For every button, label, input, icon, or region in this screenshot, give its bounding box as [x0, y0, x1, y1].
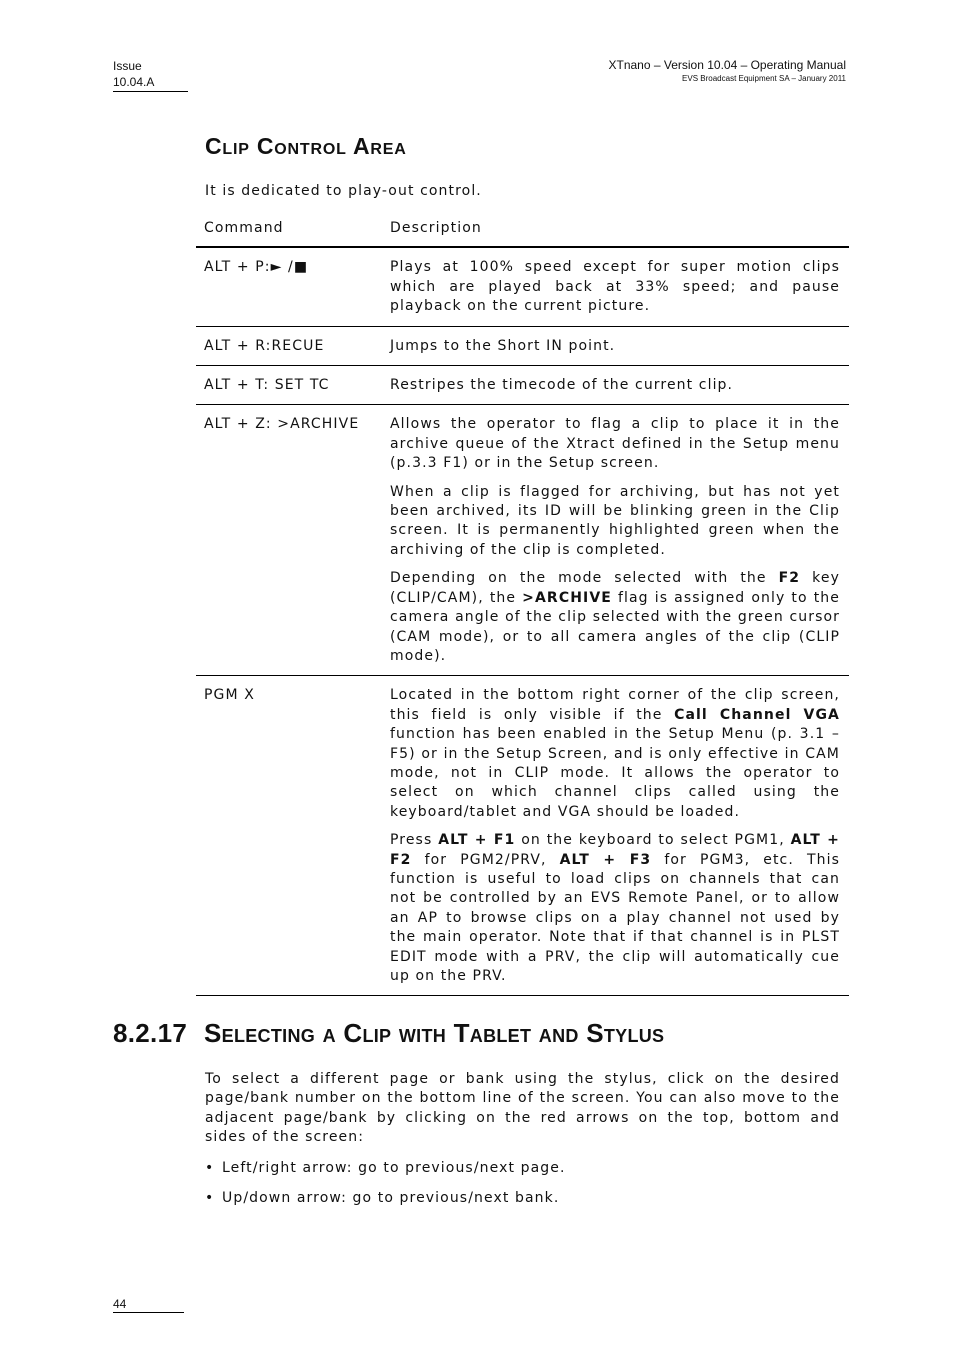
command-cell: ALT + R:RECUE [196, 326, 390, 365]
command-cell: ALT + P:► /■ [196, 247, 390, 326]
text-run: Jumps to the Short IN point. [390, 337, 616, 354]
text-run: Restripes the timecode of the current clip. [390, 377, 734, 394]
table-row [196, 676, 849, 996]
description-cell [390, 405, 849, 676]
section-number: 8.2.17 [113, 1018, 188, 1048]
doc-subtitle: EVS Broadcast Equipment SA – January 2011 [682, 74, 846, 83]
issue-number: 10.04.A [113, 75, 155, 89]
text-run: Depending on the mode selected with the [390, 570, 779, 587]
text-run: function has been enabled in the Setup Menu (p. 3.1 – F5) or in the Setup Screen, and is only effective in CAM mode, not in CLIP mode. It allows the operator to select on which channel clips called using the keyboard/tablet and VGA should be loaded. [390, 726, 840, 820]
section-paragraph: To select a different page or bank using the stylus, click on the desired page/bank number on the bottom line of the screen. You can also move to the adjacent page/bank by clicking on the red arrows on the top, bottom and sides of the screen: [205, 1071, 840, 1146]
column-header-description: Description [390, 212, 849, 247]
command-table [196, 212, 849, 996]
bullet-icon: • [205, 1190, 215, 1207]
list-item [205, 1159, 566, 1178]
issue-label: Issue [113, 59, 142, 73]
bold-text: F2 [778, 570, 801, 587]
bold-text: ALT + F1 [438, 832, 516, 849]
text-run: flag is assigned only to the camera angle of the clip selected with the green cursor (CAM mode), or to all camera angles of the clip (CLIP mode). [390, 589, 840, 664]
text-run: Located in the bottom right corner of the clip screen, this field is only visible if the [390, 687, 840, 723]
description-paragraph [390, 337, 840, 356]
description-paragraph [390, 415, 840, 473]
text-run: Allows the operator to flag a clip to place it in the archive queue of the Xtract defined in the Setup menu (p.3.3 F1) or in the Setup screen. [390, 416, 840, 472]
list-item-text: Left/right arrow: go to previous/next page. [222, 1160, 566, 1176]
table-row [196, 366, 849, 405]
page-number: 44 [113, 1296, 184, 1313]
description-paragraph [390, 831, 840, 986]
description-paragraph [390, 569, 840, 666]
table-row [196, 405, 849, 676]
list-item-text: Up/down arrow: go to previous/next bank. [222, 1190, 560, 1207]
description-cell [390, 247, 849, 326]
text-run: Plays at 100% speed except for super motion clips which are played back at 33% speed; and pause playback on the current picture. [390, 259, 840, 315]
bullet-icon: • [205, 1160, 215, 1176]
table-row [196, 326, 849, 365]
description-paragraph [390, 483, 840, 561]
header-doc-info [609, 58, 847, 84]
description-paragraph [390, 258, 840, 316]
command-cell: ALT + T: SET TC [196, 366, 390, 405]
text-run: key (CLIP/CAM), the [390, 570, 840, 606]
section-title: Selecting a Clip with Tablet and Stylus [204, 1018, 665, 1048]
text-run: Press [390, 832, 439, 849]
text-run: for PGM2/PRV, [411, 851, 560, 868]
header-issue [113, 58, 188, 92]
section-intro: It is dedicated to play-out control. [205, 183, 482, 199]
section-heading-clip-control-area: Clip Control Area [205, 133, 407, 159]
description-cell [390, 366, 849, 405]
description-paragraph [390, 376, 840, 395]
description-paragraph [390, 686, 840, 822]
command-cell: ALT + Z: >ARCHIVE [196, 405, 390, 676]
bullet-list [205, 1159, 566, 1220]
command-table-body [196, 247, 849, 996]
column-header-command: Command [196, 212, 390, 247]
description-cell [390, 326, 849, 365]
table-row [196, 247, 849, 326]
bold-text: Call Channel VGA [674, 706, 840, 723]
text-run: When a clip is flagged for archiving, but has not yet been archived, its ID will be blinking green in the Clip screen. It is permanently highlighted green when the archiving of the clip is completed. [390, 483, 840, 558]
table-header-row [196, 212, 849, 247]
list-item [205, 1189, 566, 1208]
description-cell [390, 676, 849, 996]
bold-text: >ARCHIVE [522, 589, 612, 606]
bold-text: ALT + F3 [559, 851, 652, 868]
text-run: for PGM3, etc. This function is useful to load clips on channels that can not be controlled by an EVS Remote Panel, or to allow an AP to browse clips on a play channel not used by the main operator. Note that if that channel is in PLST EDIT mode with a PRV, the clip will automatically cue up on the PRV. [390, 851, 840, 984]
doc-title: XTnano – Version 10.04 – Operating Manual [608, 58, 846, 72]
command-cell: PGM X [196, 676, 390, 996]
section-heading-selecting-clip [113, 1018, 664, 1049]
bold-text: ALT + F2 [390, 832, 841, 868]
text-run: on the keyboard to select PGM1, [515, 832, 791, 849]
